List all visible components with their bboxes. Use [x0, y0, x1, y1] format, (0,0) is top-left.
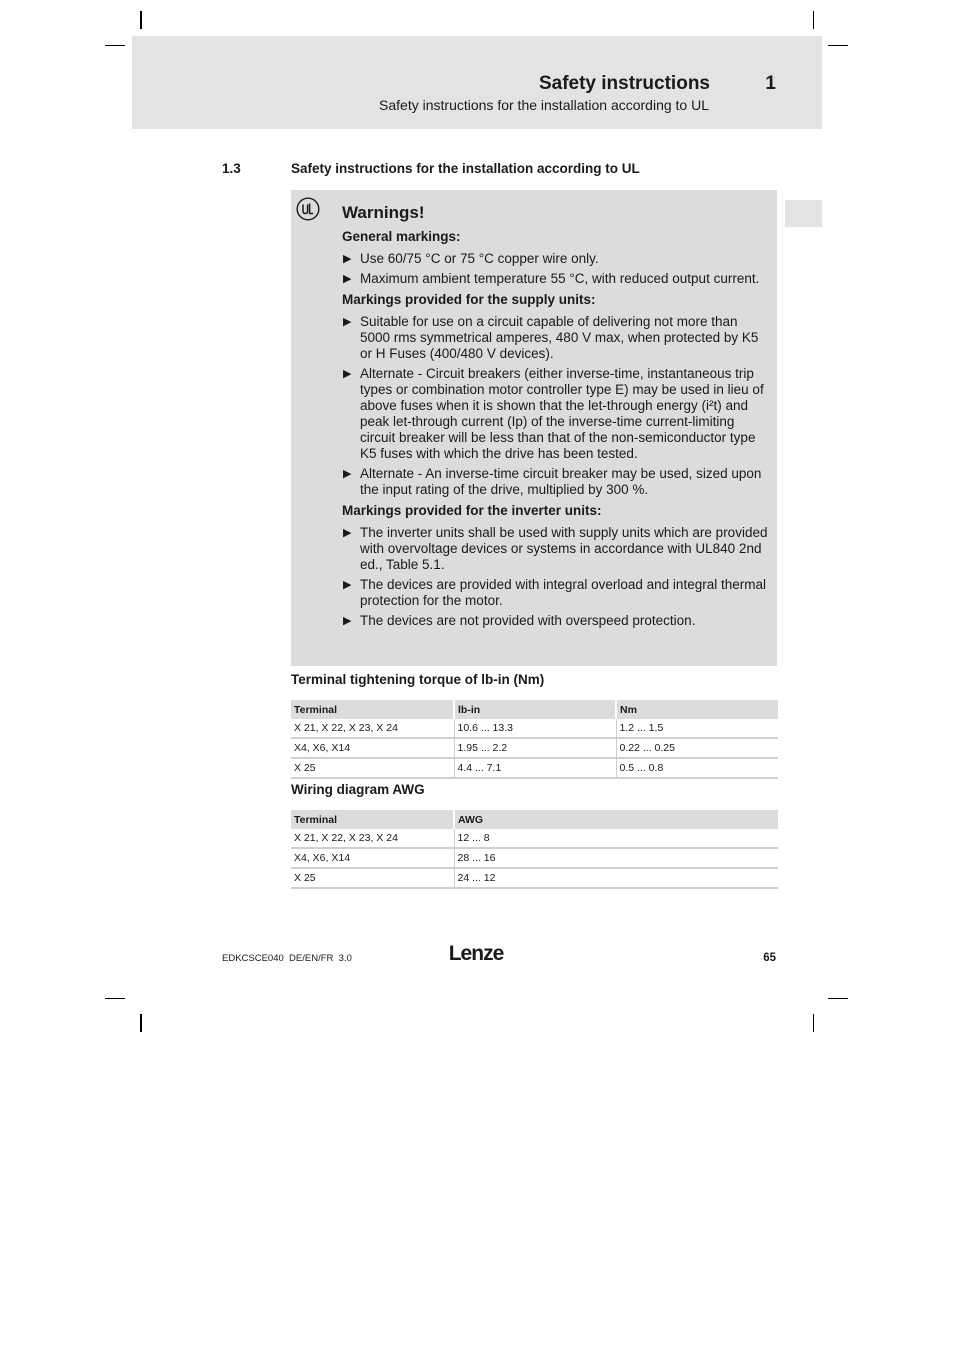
table-row	[291, 868, 778, 888]
bullet-list	[342, 525, 769, 629]
table-cell: X 25	[291, 758, 454, 778]
table-cell: X4, X6, X14	[291, 848, 454, 868]
document-id: EDKCSCE040 DE/EN/FR 3.0	[222, 953, 352, 964]
section-title: Safety instructions for the installation according to UL	[291, 161, 640, 176]
table-row	[291, 719, 778, 738]
table-cell: X4, X6, X14	[291, 738, 454, 758]
column-header: Nm	[616, 700, 778, 719]
svg-text:Lenze: Lenze	[448, 942, 504, 965]
warnings-group-heading: Markings provided for the supply units:	[342, 292, 596, 307]
table-cell: 0.22 ... 0.25	[616, 738, 778, 758]
list-item	[342, 466, 769, 498]
bullet-arrow-icon: ▶	[343, 579, 352, 591]
table-cell: 1.2 ... 1.5	[616, 719, 778, 738]
list-item-text: Alternate - An inverse-time circuit breaker may be used, sized upon the input rating of the drive, multiplied by 300 %.	[360, 466, 762, 497]
list-item	[342, 577, 769, 609]
crop-mark	[813, 1014, 814, 1032]
table-cell: 10.6 ... 13.3	[454, 719, 616, 738]
warnings-title: Warnings!	[342, 203, 425, 222]
list-item-text: The devices are provided with integral overload and integral thermal protection for the motor.	[360, 577, 766, 608]
list-item-text: Maximum ambient temperature 55 °C, with reduced output current.	[360, 271, 760, 286]
bullet-arrow-icon: ▶	[343, 527, 352, 539]
bullet-arrow-icon: ▶	[343, 615, 352, 627]
table-row	[291, 738, 778, 758]
crop-mark	[140, 1014, 142, 1032]
crop-mark	[105, 45, 125, 46]
list-item-text: Alternate - Circuit breakers (either inverse-time, instantaneous trip types or combination motor controller type E) may be used in lieu of above fuses when it is shown that the let-through energy (i²t) and peak let-through current (Ip) of the inverse-time current-limiting circuit breaker will be less than that of the non-semiconductor type K5 fuses with which the drive has been tested.	[360, 366, 764, 461]
crop-mark	[813, 11, 814, 29]
bullet-arrow-icon: ▶	[343, 253, 352, 265]
table-cell: X 25	[291, 868, 454, 888]
bullet-list	[342, 314, 769, 498]
awg-table	[291, 810, 778, 889]
crop-mark	[828, 45, 848, 46]
list-item	[342, 613, 769, 629]
bullet-arrow-icon: ▶	[343, 316, 352, 328]
page-number: 65	[763, 952, 776, 964]
list-item	[342, 314, 769, 362]
chapter-number: 1	[765, 73, 776, 94]
column-header: AWG	[454, 810, 778, 829]
crop-mark	[105, 998, 125, 999]
bullet-arrow-icon: ▶	[343, 273, 352, 285]
header-title: Safety instructions	[538, 73, 710, 94]
table-cell: 0.5 ... 0.8	[616, 758, 778, 778]
list-item	[342, 525, 769, 573]
warnings-box	[291, 190, 777, 666]
column-header: Terminal	[291, 700, 454, 719]
table-cell: X 21, X 22, X 23, X 24	[291, 719, 454, 738]
table-header-row	[291, 700, 778, 719]
list-item-text: Suitable for use on a circuit capable of delivering not more than 5000 rms symmetrical amperes, 480 V max, when protected by K5 or H Fuses (400/480 V devices).	[360, 314, 759, 361]
list-item	[342, 271, 769, 287]
list-item	[342, 251, 769, 267]
table-cell: 12 ... 8	[454, 829, 778, 848]
warnings-group-heading: General markings:	[342, 229, 461, 244]
table-cell: 4.4 ... 7.1	[454, 758, 616, 778]
bullet-list	[342, 251, 769, 287]
lenze-logo	[445, 940, 507, 966]
table-cell: 28 ... 16	[454, 848, 778, 868]
table-row	[291, 829, 778, 848]
list-item-text: Use 60/75 °C or 75 °C copper wire only.	[360, 251, 599, 266]
header-subtitle: Safety instructions for the installation according to UL	[379, 97, 709, 113]
table-cell: 24 ... 12	[454, 868, 778, 888]
crop-mark	[828, 998, 848, 999]
ul-certification-icon	[296, 197, 320, 221]
torque-table	[291, 700, 778, 779]
list-item-text: The inverter units shall be used with supply units which are provided with overvoltage devices or systems in accordance with UL840 2nd ed., Table 5.1.	[360, 525, 768, 572]
section-number: 1.3	[222, 161, 241, 176]
chapter-side-tab	[785, 200, 822, 227]
column-header: lb-in	[454, 700, 616, 719]
table-cell: 1.95 ... 2.2	[454, 738, 616, 758]
table-header-row	[291, 810, 778, 829]
awg-table-heading: Wiring diagram AWG	[291, 782, 425, 797]
table-cell: X 21, X 22, X 23, X 24	[291, 829, 454, 848]
warnings-group-heading: Markings provided for the inverter units:	[342, 503, 602, 518]
column-header: Terminal	[291, 810, 454, 829]
bullet-arrow-icon: ▶	[343, 468, 352, 480]
warnings-content	[342, 203, 769, 634]
crop-mark	[140, 11, 142, 29]
list-item	[342, 366, 769, 462]
torque-table-heading: Terminal tightening torque of lb-in (Nm)	[291, 672, 545, 687]
table-row	[291, 758, 778, 778]
table-row	[291, 848, 778, 868]
list-item-text: The devices are not provided with overspeed protection.	[360, 613, 696, 628]
bullet-arrow-icon: ▶	[343, 368, 352, 380]
